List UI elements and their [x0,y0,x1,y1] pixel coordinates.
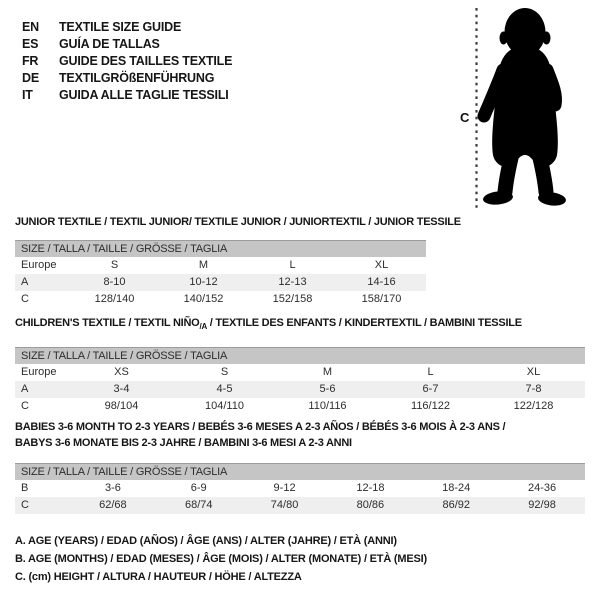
row-label: C [21,400,29,412]
section-title-text: CHILDREN'S TEXTILE / TEXTIL NIÑO [15,317,200,329]
baby-silhouette-icon [482,8,566,207]
cell-height: 68/74 [184,499,213,511]
language-row [22,87,232,104]
cell-months: 24-36 [527,482,557,494]
cell-age: 5-6 [319,383,336,395]
table-row-age [15,274,426,291]
table-row-height [15,497,585,514]
size-band: SIZE / TALLA / TAILLE / GRÖSSE / TAGLIA [15,463,585,480]
table-row-europe [15,257,426,274]
language-code: DE [22,71,39,85]
cell-size: XL [374,259,389,271]
size-table-junior [15,240,426,308]
language-code: FR [22,54,39,68]
table-row-europe [15,364,585,381]
section-title-children [15,316,597,331]
cell-height: 92/98 [528,499,556,511]
cell-months: 9-12 [273,482,296,494]
language-code: IT [22,88,33,102]
cell-size: L [289,259,296,271]
row-label: C [21,499,29,511]
cell-height: 110/116 [308,400,347,412]
cell-height: 140/152 [183,293,224,305]
cell-height: 122/128 [513,400,554,412]
row-label: A [21,383,29,395]
size-table-children [15,347,585,415]
section-title-subscript: /A [199,321,207,331]
cell-size: S [220,366,229,378]
cell-size: XS [114,366,129,378]
language-label: TEXTILE SIZE GUIDE [59,20,182,34]
row-label: Europe [21,366,57,378]
row-label: Europe [21,259,57,271]
table-row-age [15,381,585,398]
row-label: C [21,293,29,305]
table-row-height [15,398,585,415]
cell-height: 98/104 [104,400,139,412]
row-label: B [21,482,29,494]
cell-age: 8-10 [103,276,126,288]
section-title-junior: JUNIOR TEXTILE / TEXTIL JUNIOR/ TEXTILE JUNIOR / JUNIORTEXTIL / JUNIOR TESSILE [15,216,461,228]
cell-height: 62/68 [99,499,127,511]
row-label: A [21,276,29,288]
cell-age: 4-5 [216,383,233,395]
cell-height: 128/140 [94,293,135,305]
language-label: GUIDA ALLE TAGLIE TESSILI [59,88,229,102]
language-row [22,53,232,70]
legend-note-b: B. AGE (MONTHS) / EDAD (MESES) / ÂGE (MOIS) / ALTER (MONATE) / ETÀ (MESI) [15,553,427,565]
cell-months: 6-9 [190,482,207,494]
section-title-babies [15,420,597,451]
size-band: SIZE / TALLA / TAILLE / GRÖSSE / TAGLIA [15,240,426,257]
language-code: EN [22,20,39,34]
legend-notes [15,532,427,586]
cell-age: 12-13 [278,276,307,288]
cell-age: 14-16 [367,276,396,288]
language-row [22,36,232,53]
cell-size: L [427,366,434,378]
cell-height: 152/158 [272,293,313,305]
cell-height: 86/92 [442,499,470,511]
cell-height: 104/110 [205,400,244,412]
cell-height: 158/170 [361,293,402,305]
cell-age: 7-8 [525,383,542,395]
language-row [22,70,232,87]
size-band: SIZE / TALLA / TAILLE / GRÖSSE / TAGLIA [15,347,585,364]
cell-size: S [110,259,119,271]
section-title-line1: BABIES 3-6 MONTH TO 2-3 YEARS / BEBÉS 3-6 MESES A 2-3 AÑOS / BÉBÉS 3-6 MOIS À 2-3 ANS / [15,421,506,433]
section-title-text: / TEXTILE DES ENFANTS / KINDERTEXTIL / BAMBINI TESSILE [206,317,522,329]
cell-size: M [198,259,209,271]
section-title-line2: BABYS 3-6 MONATE BIS 2-3 JAHRE / BAMBINI 3-6 MESI A 2-3 ANNI [15,436,352,449]
legend-note-a: A. AGE (YEARS) / EDAD (AÑOS) / ÂGE (ANS) / ALTER (JAHRE) / ETÀ (ANNI) [15,535,397,547]
cell-size: XL [526,366,541,378]
table-row-months [15,480,585,497]
cell-months: 3-6 [104,482,121,494]
table-row-height [15,291,426,308]
height-marker-label: C [460,110,470,125]
baby-figure [440,0,600,220]
cell-height: 80/86 [356,499,385,511]
cell-age: 6-7 [422,383,439,395]
cell-height: 74/80 [270,499,299,511]
cell-age: 3-4 [113,383,130,395]
cell-age: 10-12 [189,276,218,288]
language-list [22,19,232,104]
cell-size: M [322,366,333,378]
language-label: TEXTILGRÖßENFÜHRUNG [59,71,215,85]
legend-note-c: C. (cm) HEIGHT / ALTURA / HAUTEUR / HÖHE / ALTEZZA [15,571,302,583]
language-label: GUIDE DES TAILLES TEXTILE [59,54,233,68]
cell-height: 116/122 [411,400,450,412]
language-label: GUÍA DE TALLAS [59,37,160,51]
cell-months: 18-24 [442,482,471,494]
language-row [22,19,232,36]
size-table-babies [15,463,585,514]
language-code: ES [22,37,39,51]
cell-months: 12-18 [356,482,385,494]
